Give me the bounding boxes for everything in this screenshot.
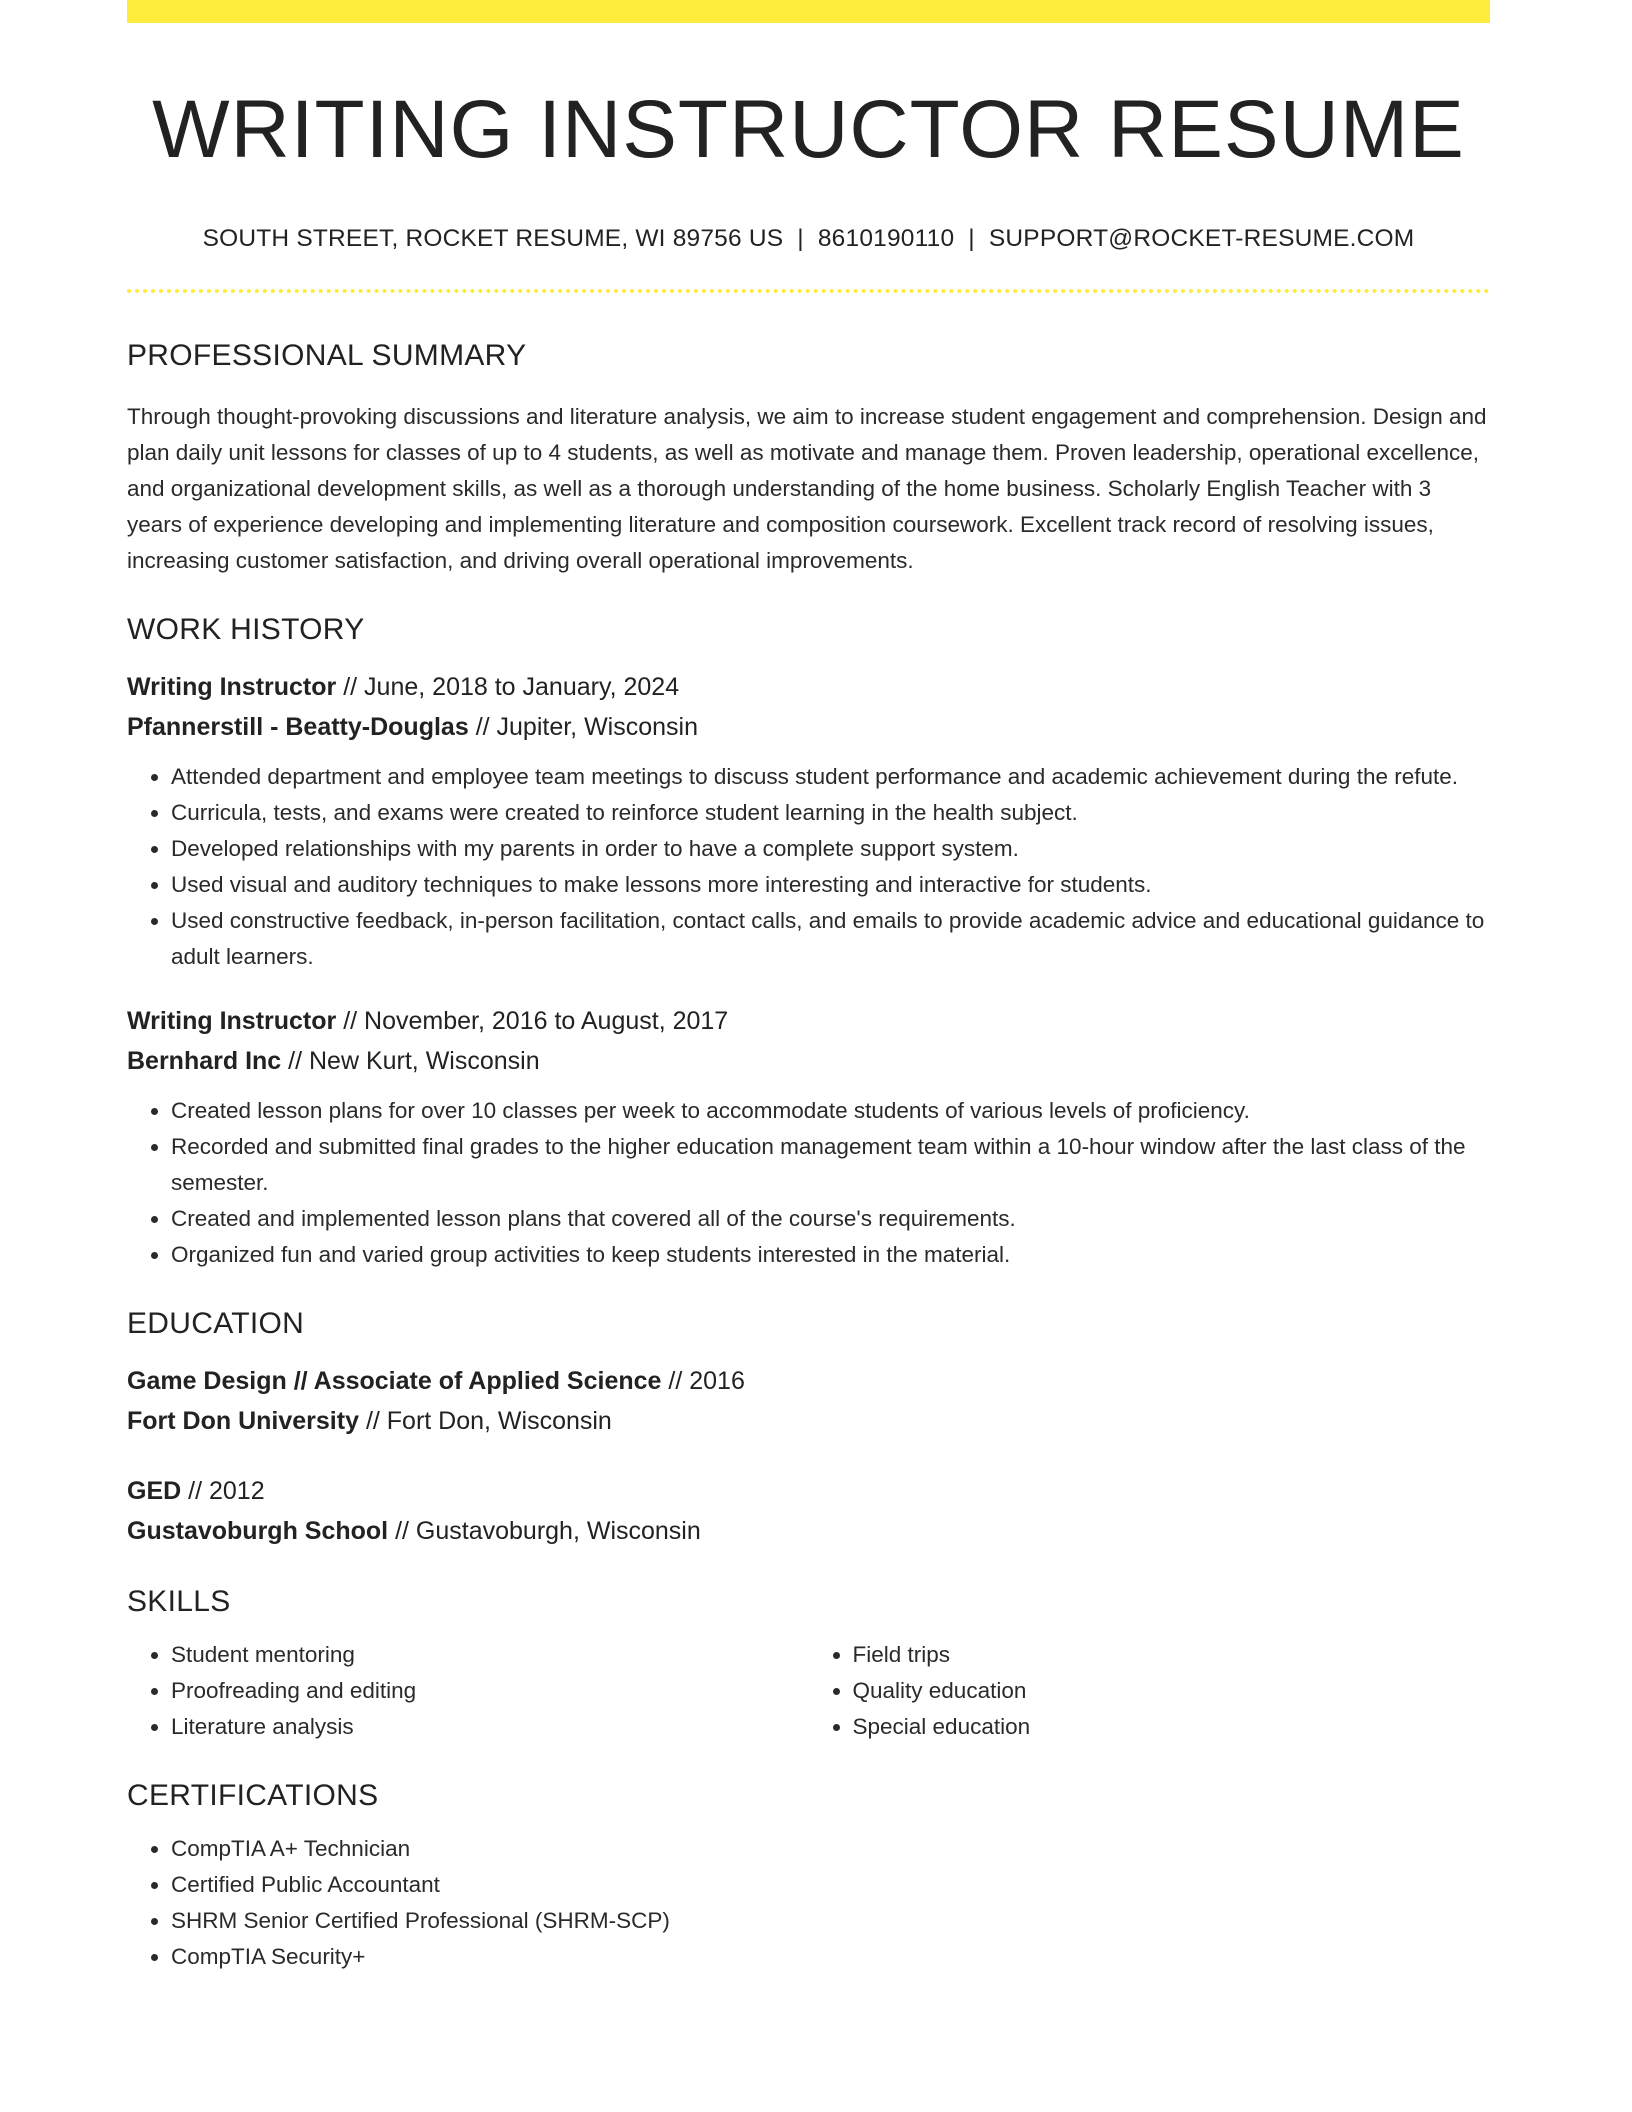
job-company-line (127, 707, 1490, 747)
job-bullet: • Created and implemented lesson plans that covered all of the course's requirements. (171, 1201, 1490, 1237)
education-school: Gustavoburgh School (127, 1517, 389, 1546)
job-title-line (127, 1001, 1490, 1041)
contact-separator: | (968, 225, 975, 253)
contact-phone: 8610190110 (817, 225, 955, 253)
certification-item: • CompTIA Security+ (171, 1939, 1490, 1975)
education-year: // 2012 (188, 1477, 265, 1506)
job-bullets (127, 759, 1490, 975)
education-heading: EDUCATION (127, 1307, 305, 1341)
job-title-line (127, 667, 1490, 707)
summary-text: Through thought-provoking discussions and literature analysis, we aim to increase student engagement and comprehension. Design and plan daily unit lessons for classes of up to 4 students, as well as motivate and manage them. Proven leadership, operational excellence, and organizational development skills, as well as a thorough understanding of the home business. Scholarly English Teacher with 3 years of experience developing and implementing literature and composition coursework. Excellent track record of resolving issues, increasing customer satisfaction, and driving overall operational improvements. (127, 404, 1487, 574)
skills-list-left (127, 1637, 809, 1745)
job-location: // Jupiter, Wisconsin (475, 713, 698, 742)
education-school-line (127, 1401, 1490, 1441)
education-location: // Gustavoburgh, Wisconsin (395, 1517, 701, 1546)
skills-heading: SKILLS (127, 1585, 231, 1619)
job-bullet: • Organized fun and varied group activities to keep students interested in the material. (171, 1237, 1490, 1273)
contact-line (127, 225, 1490, 253)
certifications-list (127, 1831, 1490, 1975)
job-bullet: • Created lesson plans for over 10 classes per week to accommodate students of various levels of proficiency. (171, 1093, 1490, 1129)
contact-separator: | (797, 225, 804, 253)
resume-page (127, 0, 1490, 1975)
job-bullet: • Developed relationships with my parents in order to have a complete support system. (171, 831, 1490, 867)
certification-item: • SHRM Senior Certified Professional (SHRM-SCP) (171, 1903, 1490, 1939)
certifications-heading: CERTIFICATIONS (127, 1779, 379, 1813)
education-entry (127, 1471, 1490, 1551)
job-dates: // November, 2016 to August, 2017 (343, 1007, 729, 1036)
job-entry (127, 667, 1490, 975)
education-school: Fort Don University (127, 1407, 359, 1436)
summary-heading: PROFESSIONAL SUMMARY (127, 339, 527, 373)
job-location: // New Kurt, Wisconsin (288, 1047, 540, 1076)
job-bullet: • Used visual and auditory techniques to make lessons more interesting and interactive for students. (171, 867, 1490, 903)
job-bullet: • Recorded and submitted final grades to the higher education management team within a 10-hour window after the last class of the semester. (171, 1129, 1490, 1201)
job-company: Pfannerstill - Beatty-Douglas (127, 713, 469, 742)
education-year: // 2016 (668, 1367, 745, 1396)
skills-grid (127, 1637, 1490, 1745)
skill-item: • Quality education (853, 1673, 1491, 1709)
certification-item: • Certified Public Accountant (171, 1867, 1490, 1903)
skill-item: • Student mentoring (171, 1637, 809, 1673)
certification-item: • CompTIA A+ Technician (171, 1831, 1490, 1867)
contact-email: SUPPORT@ROCKET-RESUME.COM (988, 225, 1415, 253)
resume-title: WRITING INSTRUCTOR RESUME (152, 84, 1465, 175)
job-title: Writing Instructor (127, 1007, 337, 1036)
job-bullets (127, 1093, 1490, 1273)
education-school-line (127, 1511, 1490, 1551)
education-entry (127, 1361, 1490, 1441)
education-location: // Fort Don, Wisconsin (365, 1407, 612, 1436)
skill-item: • Literature analysis (171, 1709, 809, 1745)
contact-address: SOUTH STREET, ROCKET RESUME, WI 89756 US (202, 225, 784, 253)
dotted-divider (127, 289, 1490, 293)
education-degree-line (127, 1471, 1490, 1511)
job-bullet: • Attended department and employee team meetings to discuss student performance and academic achievement during the refute. (171, 759, 1490, 795)
skills-list-right (809, 1637, 1491, 1745)
job-bullet: • Curricula, tests, and exams were created to reinforce student learning in the health subject. (171, 795, 1490, 831)
job-entry (127, 1001, 1490, 1273)
job-title: Writing Instructor (127, 673, 337, 702)
skill-item: • Field trips (853, 1637, 1491, 1673)
education-degree: GED (127, 1477, 182, 1506)
skill-item: • Special education (853, 1709, 1491, 1745)
accent-top-bar (127, 0, 1490, 23)
education-degree: Game Design // Associate of Applied Science (127, 1367, 662, 1396)
job-company: Bernhard Inc (127, 1047, 282, 1076)
job-dates: // June, 2018 to January, 2024 (343, 673, 680, 702)
skill-item: • Proofreading and editing (171, 1673, 809, 1709)
work-history-heading: WORK HISTORY (127, 613, 365, 647)
job-bullet: • Used constructive feedback, in-person facilitation, contact calls, and emails to provide academic advice and educational guidance to adult learners. (171, 903, 1490, 975)
job-company-line (127, 1041, 1490, 1081)
education-degree-line (127, 1361, 1490, 1401)
